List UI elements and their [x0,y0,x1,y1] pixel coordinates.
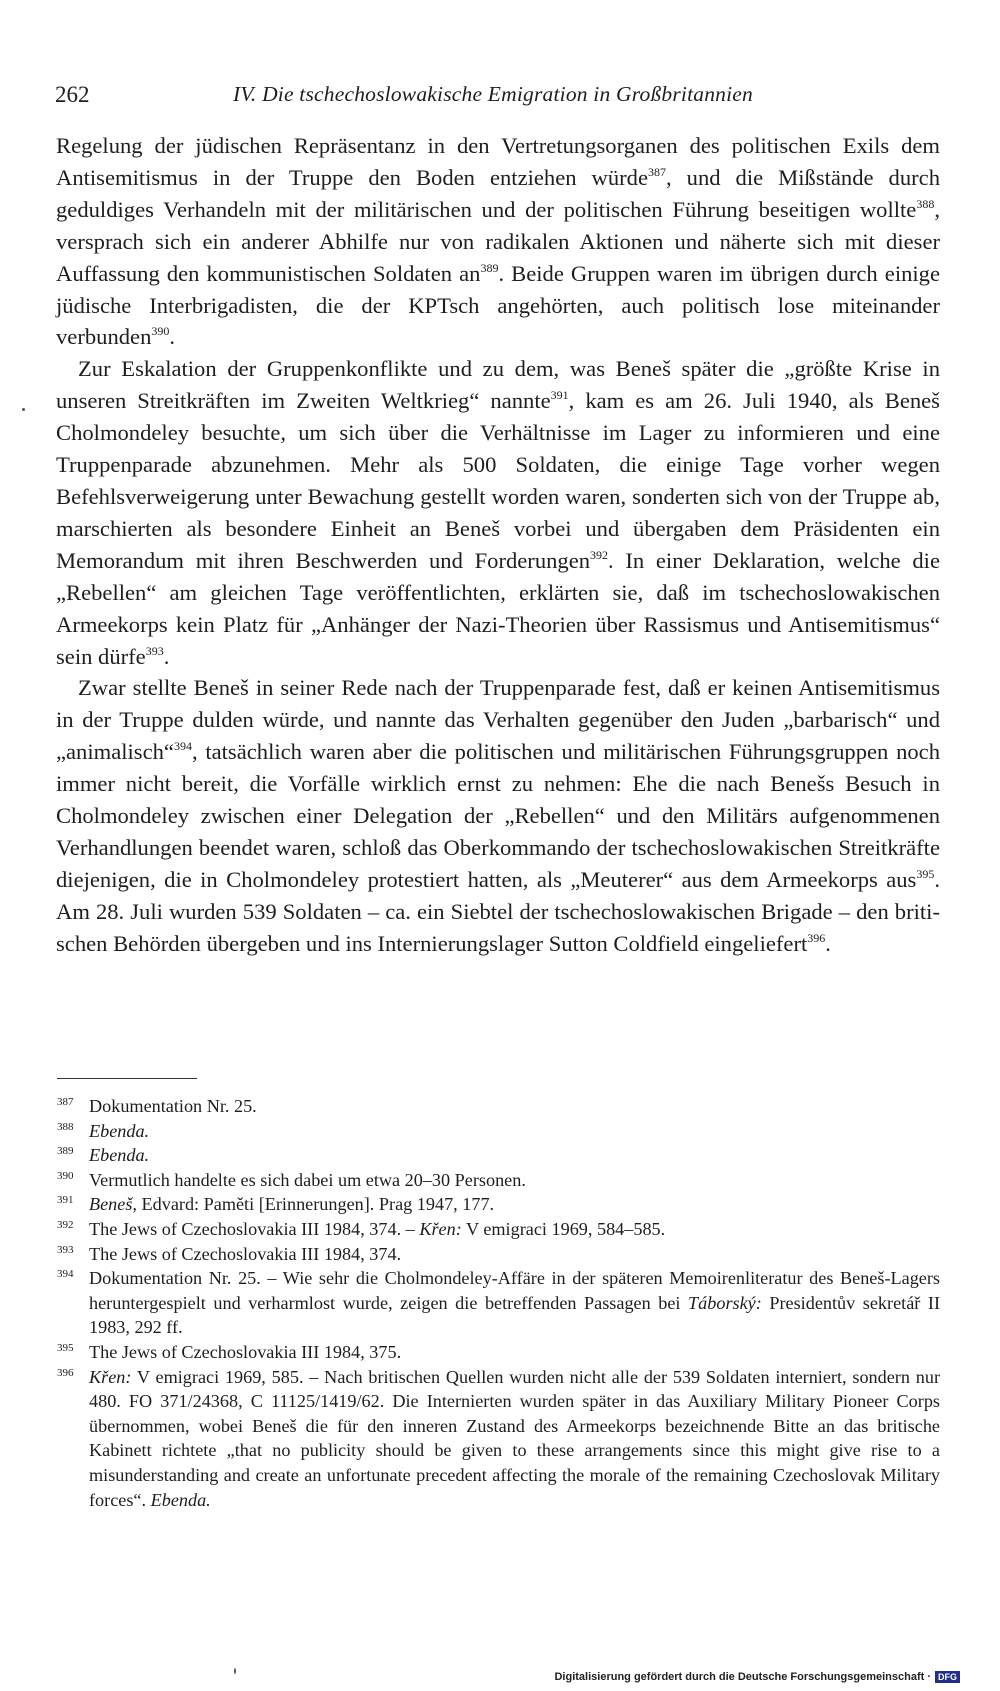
footnote-text: The Jews of Czechoslovakia III 1984, 375. [89,1341,402,1362]
footnote-number: 392 [57,1218,74,1231]
text-run: . [825,930,831,956]
footnote-author: Křen: [419,1218,462,1239]
footnote-387 [57,1094,940,1119]
footnote-text: Vermutlich handelte es sich dabei um etwa 20–30 Personen. [89,1169,526,1190]
text-run: Regelung der jüdischen Repräsentanz in den Vertretungsorganen des politischen Exils dem Antisemitismus in der Truppe den Boden entziehen würde [56,133,940,190]
footnote-ref: 392 [590,547,609,562]
footnote-author: Beneš, [89,1194,137,1215]
footnote-390 [57,1168,940,1193]
footnote-text: V emigraci 1969, 584–585. [461,1218,666,1239]
text-run: , versprach sich ein anderer Abhilfe nur von radikalen Aktionen und näherte sich mit dieser Auffassung den kommunistischen Soldaten an [56,196,940,286]
footnote-ref: 388 [916,196,935,211]
footnote-394 [57,1266,940,1340]
footnote-number: 396 [57,1366,74,1379]
footnote-ref: 394 [173,739,192,754]
footnote-text: Edvard: Paměti [Erinnerungen]. Prag 1947, 177. [136,1194,495,1215]
running-head: IV. Die tschechoslowakische Emigration in Großbritannien [233,82,753,106]
footnote-text: The Jews of Czechoslovakia III 1984, 374. – [89,1218,420,1239]
scan-speck [22,408,25,411]
text-run: . Beide Gruppen waren im übrigen durch einige jüdische Interbrigadisten, die der KPTsch angehörten, auch politisch lose miteinander verbunden [56,260,940,350]
footnote-388 [57,1119,940,1144]
page-number: 262 [55,82,90,107]
footnote-text: Ebenda. [89,1120,150,1141]
dfg-logo: DFG [935,1671,960,1683]
footnote-ref: 390 [151,324,170,339]
text-run: . [163,643,170,669]
footnote-ref: 395 [916,866,935,881]
footnote-text: Dokumentation Nr. 25. – Wie sehr die Cholmondeley-Affäre in der späteren Memoirenliteratur des Beneš-Lagers heruntergespielt und verharmlost wurde, zeigen die betreffenden Passagen bei [89,1268,940,1313]
footnote-divider [57,1078,197,1079]
footnote-text: V emigraci 1969, 585. – Nach britischen Quellen wurden nicht alle der 539 Soldaten interniert, sondern nur 480. FO 371/24368, C 11125/1419/62. Die Internierten wurden später in das Auxiliary Military Pioneer Corps übernommen, wobei Beneš die für den inneren Zustand des Armeekorps bezeichnende Bitte an das britische Kabinett richtete „that no publicity should be given to these arrangements since this might give rise to a misunderstanding and create an unfortunate precedent affecting the morale of the remaining Czechoslovak Military forces“. [89,1366,940,1510]
paragraph-2 [56,353,940,672]
footnote-text: The Jews of Czechoslovakia III 1984, 374. [89,1243,402,1264]
footnote-author: Táborský: [688,1292,762,1313]
footnote-number: 387 [57,1096,74,1108]
footnote-number: 393 [57,1243,74,1256]
footnote-text: Dokumentation Nr. 25. [89,1096,257,1116]
footnote-ref: 389 [480,260,499,275]
text-run: . [169,324,176,350]
text-run: Zwar stellte Beneš in seiner Rede nach der Truppenparade fest, daß er keinen Antisemitismus in der Truppe dulden würde, und nannte das Verhalten gegenüber den Juden „barbarisch“ und „animalisch“ [56,675,940,765]
digitization-credit [554,1671,960,1683]
footnote-ref: 396 [807,930,826,945]
footnote-text: Presidentův sekretář II 1983, 292 ff. [89,1292,940,1338]
paragraph-1 [56,130,940,353]
footnote-ref: 387 [648,164,666,179]
footnote-395 [57,1340,940,1365]
footnote-396 [57,1365,940,1513]
text-run: , kam es am 26. Juli 1940, als Beneš Cholmondeley besuchte, um sich über die Verhältnisse im Lager zu informieren und eine Truppenparade abzunehmen. Mehr als 500 Soldaten, die einige Tage vorher wegen Befehlsverweigerung unter Bewachung gestellt worden waren, sonderten sich von der Truppe ab, marschierten als besondere Einheit an Beneš vorbei und übergaben dem Präsidenten ein Memorandum mit ihren Beschwerden und Forderungen [56,388,940,573]
footnote-number: 389 [57,1145,74,1158]
page-header [55,82,940,112]
footnote-number: 395 [57,1341,74,1354]
text-run: Zur Eskalation der Gruppenkonflikte und zu dem, was Beneš später die „größte Krise in unseren Streitkräften im Zweiten Weltkrieg“ nannte [56,356,940,414]
footnote-393 [57,1242,940,1267]
footnote-number: 390 [57,1169,74,1182]
text-run: . In einer Deklaration, welche die „Rebellen“ am gleichen Tage veröffentlichten, erklärten sie, daß im tschechoslowakischen Armeekorps kein Platz für „Anhänger der Nazi-Theorien über Rassismus und Antisemitismus“ sein dürfe [56,547,940,669]
text-run: , und die Mißstände durch geduldiges Verhandeln mit der militärischen und der politischen Führung beseitigen wollte [56,164,940,222]
paragraph-3 [56,672,940,959]
footnote-389 [57,1143,940,1168]
main-text [56,130,940,960]
footnote-ref: 391 [550,388,569,403]
footnote-text: Ebenda. [89,1145,150,1166]
scan-speck [234,1668,236,1674]
footnote-text: Ebenda. [150,1489,211,1510]
text-run: , tatsächlich waren aber die politischen und militärischen Führungsgruppen noch immer nicht bereit, die Vorfälle wirklich ernst zu nehmen: Ehe die nach Benešs Besuch in Cholmondeley zwischen einer Delegation der „Rebellen“ und den Militärs aufgenommenen Verhandlungen beendet waren, schloß das Oberkommando der tschechoslowakischen Streitkräfte diejenigen, die in Cholmondeley protestiert hatten, als „Meuterer“ aus dem Armeekorps aus [56,739,940,892]
footnote-392 [57,1217,940,1242]
footnote-number: 388 [57,1120,74,1133]
text-run: . Am 28. Juli wurden 539 Soldaten – ca. ein Siebtel der tschechoslowakischen Brigade – den britischen Behörden übergeben und ins Internierungslager Sutton Coldfield eingeliefert [56,866,940,956]
footnotes [57,1094,940,1512]
footnote-ref: 393 [145,643,164,658]
footnote-number: 394 [57,1268,74,1281]
footnote-author: Křen: [89,1366,132,1387]
footnote-number: 391 [57,1194,74,1207]
credit-text: Digitalisierung gefördert durch die Deutsche Forschungsgemeinschaft · [554,1671,931,1683]
footnote-391 [57,1192,940,1217]
